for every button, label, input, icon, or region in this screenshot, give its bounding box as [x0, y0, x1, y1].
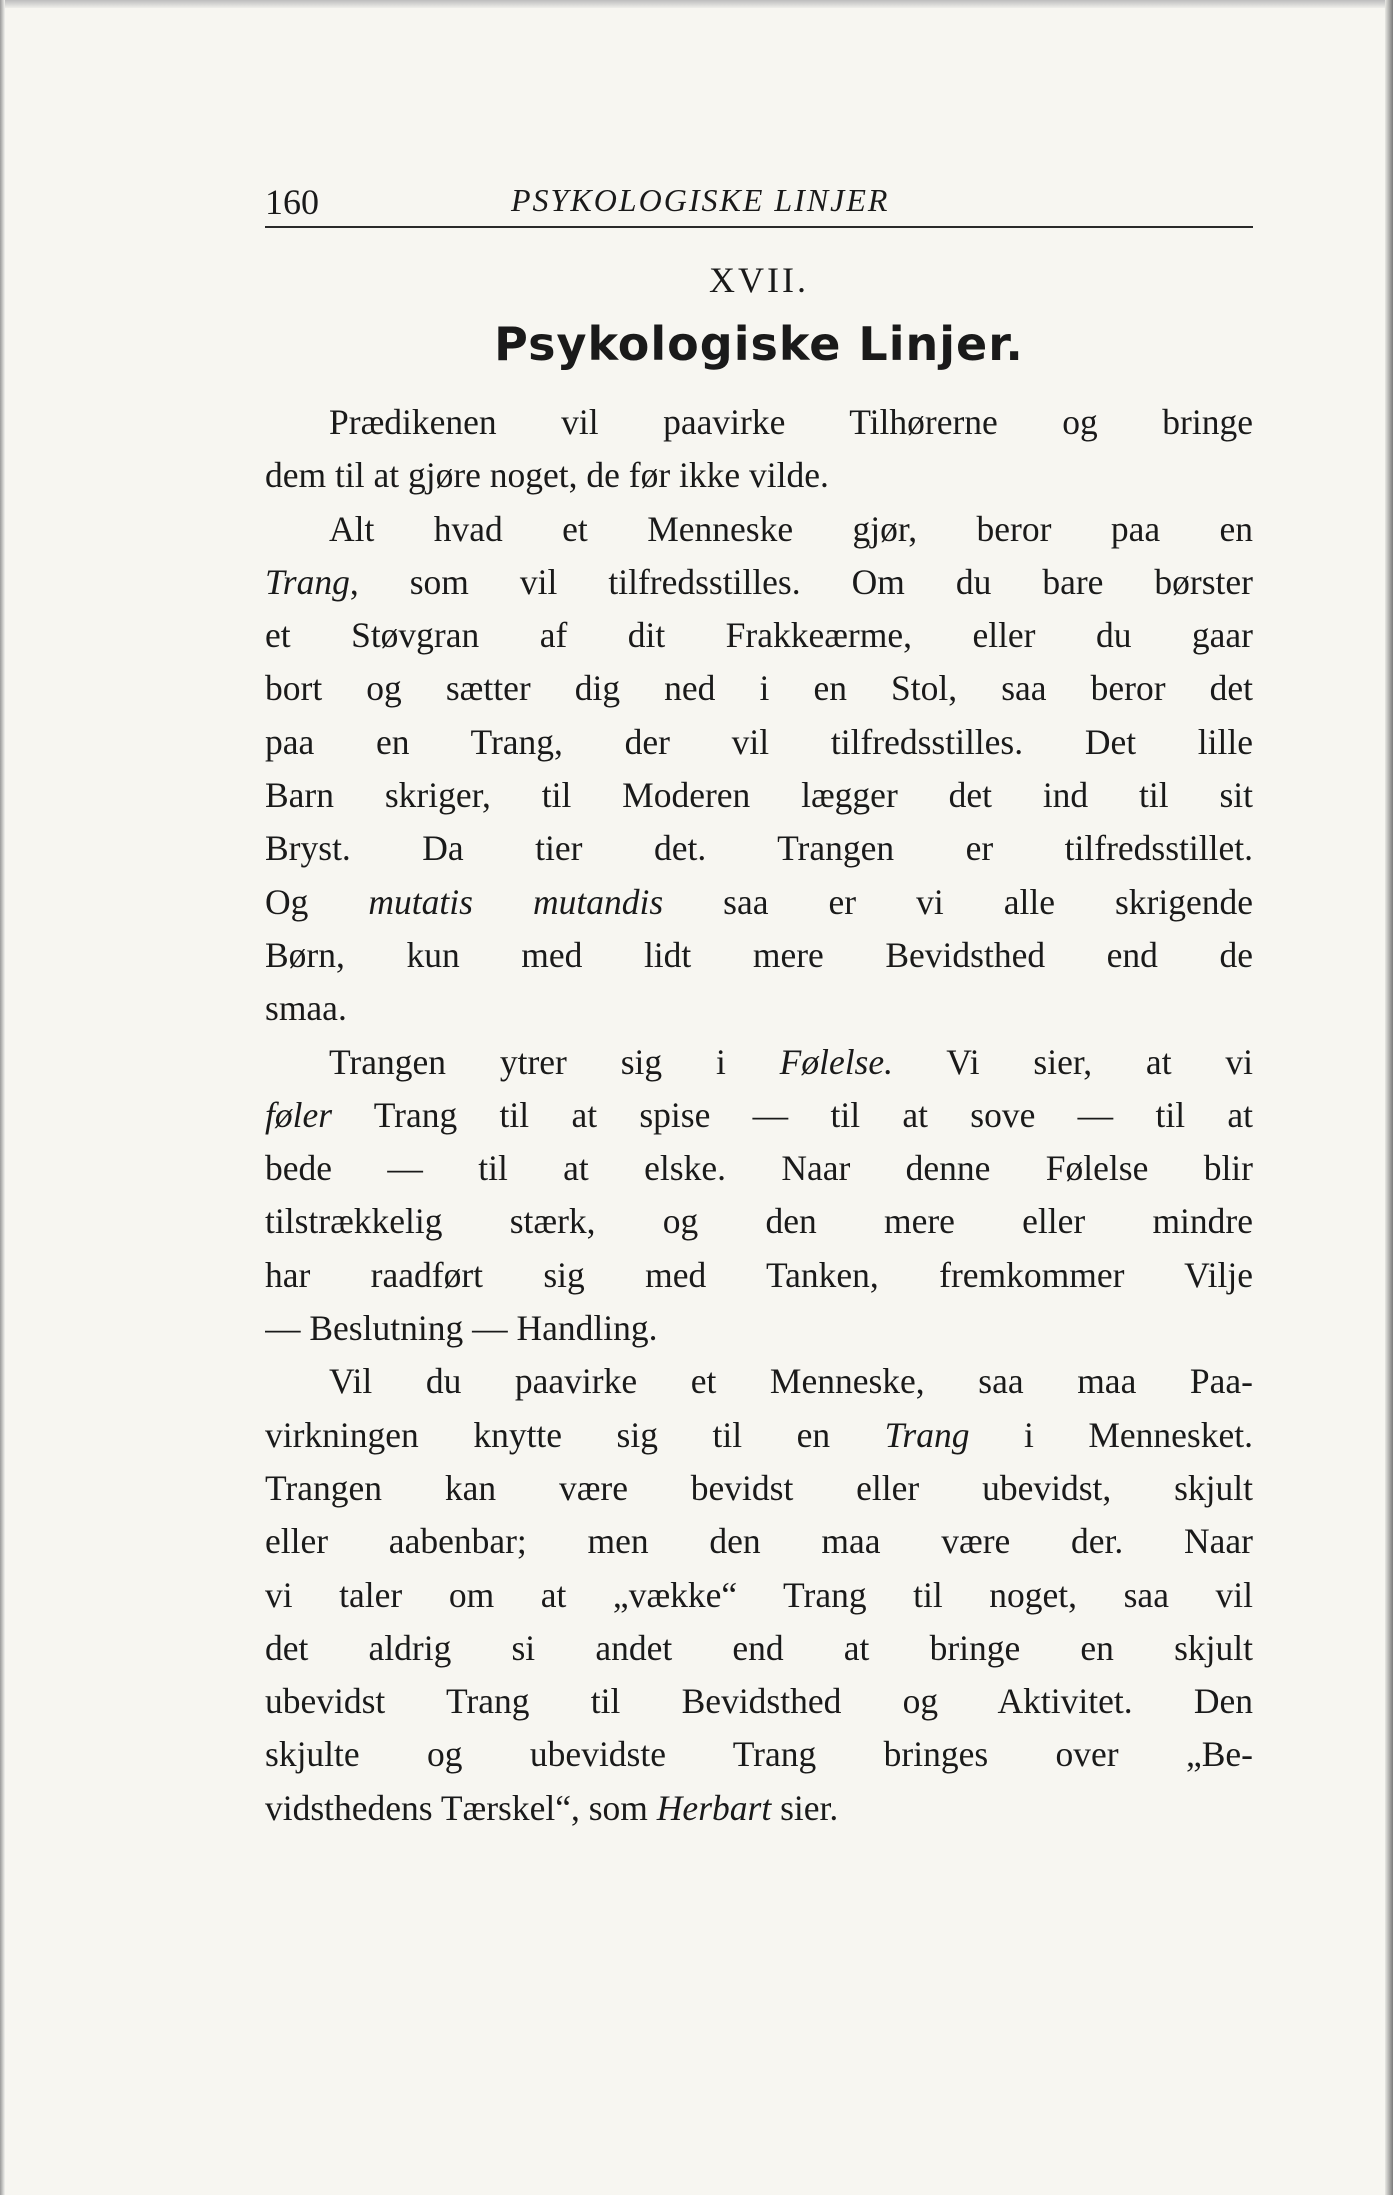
running-title: PSYKOLOGISKE LINJER: [511, 182, 890, 218]
text-span: virkningen knytte sig til en: [265, 1414, 885, 1455]
page-number: 160: [265, 182, 319, 222]
emphasis-text: Trang: [884, 1414, 970, 1455]
paragraph-1: [265, 396, 1253, 503]
paragraph-4: [265, 1355, 1253, 1835]
text-line: Trangen kan være bevidst eller ubevidst, skjult: [265, 1467, 1253, 1508]
text-line: smaa.: [265, 988, 347, 1029]
text-line: skjulte og ubevidste Trang bringes over „Be-: [265, 1734, 1253, 1775]
text-span: Trangen ytrer sig i: [329, 1041, 780, 1082]
emphasis-text: Trang: [265, 561, 350, 602]
page-edge-right: [1385, 0, 1393, 2195]
text-line: Bryst. Da tier det. Trangen er tilfredsstillet.: [265, 828, 1253, 869]
page-text-block: [265, 178, 1253, 1835]
text-line: Prædikenen vil paavirke Tilhørerne og bringe: [329, 402, 1253, 442]
text-line: eller aabenbar; men den maa være der. Naar: [265, 1521, 1253, 1562]
chapter-title: Psykologiske Linjer.: [494, 317, 1024, 371]
text-line: [265, 556, 1253, 609]
chapter-number: XVII.: [709, 260, 809, 300]
text-span: vidsthedens Tærskel“, som: [265, 1787, 657, 1828]
text-line: dem til at gjøre noget, de før ikke vilde.: [265, 455, 829, 496]
text-line: Barn skriger, til Moderen lægger det ind til sit: [265, 775, 1253, 816]
text-line: [265, 876, 1253, 929]
running-head: [265, 178, 1253, 228]
text-line: tilstrækkelig stærk, og den mere eller mindre: [265, 1201, 1253, 1242]
text-span: Vi sier, at vi: [893, 1041, 1253, 1082]
text-span: , som vil tilfredsstilles. Om du bare børster: [349, 561, 1253, 602]
emphasis-text: føler: [265, 1094, 333, 1135]
text-line: vi taler om at „vække“ Trang til noget, saa vil: [265, 1574, 1253, 1615]
paragraph-2: [265, 503, 1253, 1036]
text-line: har raadført sig med Tanken, fremkommer Vilje: [265, 1254, 1253, 1295]
text-line: — Beslutning — Handling.: [265, 1308, 658, 1349]
page-edge-top: [0, 0, 1393, 8]
text-line: [265, 1782, 1253, 1835]
text-line: Vil du paavirke et Menneske, saa maa Paa-: [329, 1361, 1253, 1402]
text-span: i Mennesket.: [969, 1414, 1253, 1455]
text-span: saa er vi alle skrigende: [663, 881, 1253, 922]
text-line: Alt hvad et Menneske gjør, beror paa en: [329, 508, 1253, 549]
text-line: ubevidst Trang til Bevidsthed og Aktivitet. Den: [265, 1681, 1253, 1722]
emphasis-text: Følelse.: [779, 1041, 894, 1082]
text-line: [265, 1409, 1253, 1462]
text-span: Trang til at spise — til at sove — til at: [332, 1094, 1253, 1135]
emphasis-text: mutatis mutandis: [368, 881, 664, 922]
paragraph-3: [265, 1036, 1253, 1356]
text-line: paa en Trang, der vil tilfredsstilles. Det lille: [265, 721, 1253, 762]
text-span: Og: [265, 881, 369, 922]
text-line: bede — til at elske. Naar denne Følelse blir: [265, 1148, 1253, 1189]
text-line: et Støvgran af dit Frakkeærme, eller du gaar: [265, 615, 1253, 656]
page-edge-left: [0, 0, 5, 2195]
text-line: [265, 1089, 1253, 1142]
text-line: det aldrig si andet end at bringe en skjult: [265, 1627, 1253, 1668]
text-line: bort og sætter dig ned i en Stol, saa beror det: [265, 668, 1253, 709]
text-line: [265, 1036, 1253, 1089]
text-span: sier.: [771, 1787, 839, 1828]
text-line: Børn, kun med lidt mere Bevidsthed end de: [265, 934, 1253, 975]
emphasis-text: Herbart: [656, 1787, 772, 1828]
